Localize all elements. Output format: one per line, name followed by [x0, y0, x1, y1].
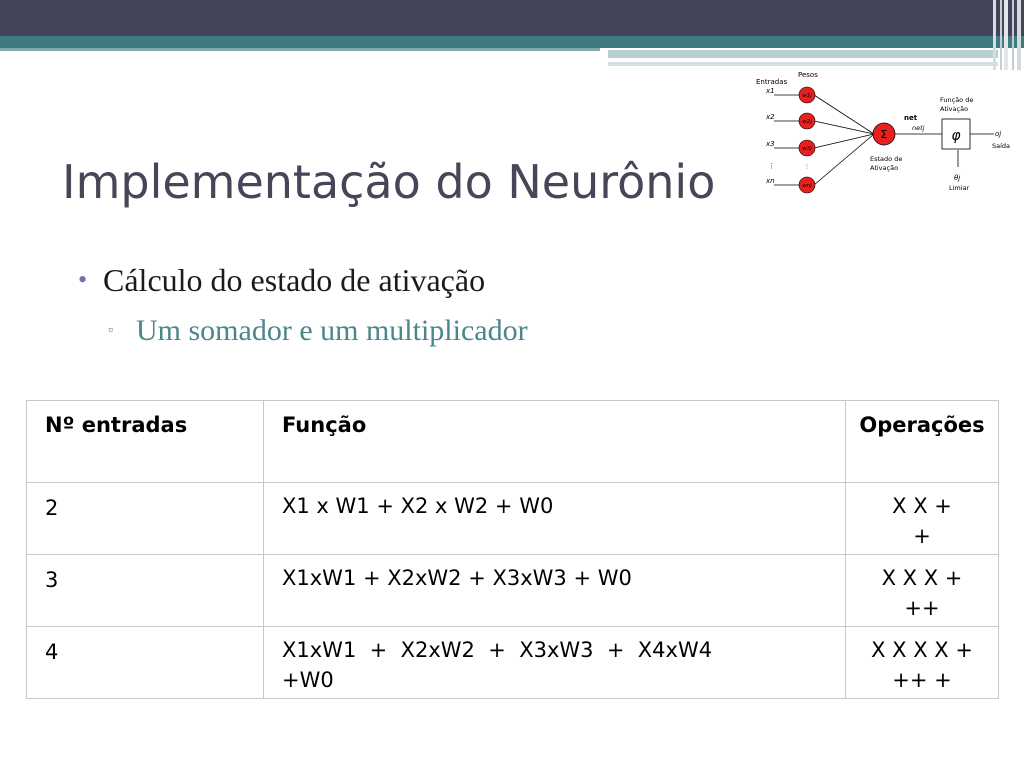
- cell-function-line: +W0: [282, 668, 334, 692]
- header-inputs: Nº entradas: [27, 401, 264, 483]
- header-bar: [0, 0, 1024, 36]
- operations-table: [26, 400, 999, 699]
- bullet-dot-icon: •: [78, 265, 88, 294]
- accent-line: [0, 48, 600, 51]
- input-dots: ⋮: [768, 162, 775, 170]
- input-x2: x2: [766, 113, 775, 121]
- activation-function-label-1: Função de: [940, 96, 974, 104]
- cell-operations-line: ++: [904, 596, 940, 620]
- bullet-level-2-text: Um somador e um multiplicador: [136, 314, 528, 347]
- cell-inputs: 2: [27, 483, 264, 555]
- weight-nodes: [799, 87, 815, 193]
- input-x1: x1: [766, 87, 775, 95]
- accent-line-right-2: [608, 62, 998, 66]
- table-header-row: [27, 401, 999, 483]
- input-symbols: [765, 87, 775, 185]
- weight-w3: w3j: [802, 146, 812, 152]
- neuron-diagram: [752, 68, 1022, 200]
- input-x3: x3: [766, 140, 775, 148]
- corner-stripes: [992, 0, 1024, 70]
- table-row: [27, 555, 999, 627]
- sum-symbol: Σ: [880, 128, 888, 141]
- slide-title: Implementação do Neurônio: [62, 155, 716, 209]
- cell-operations: [846, 627, 999, 699]
- header-function: Função: [264, 401, 846, 483]
- input-xn: xn: [766, 177, 775, 185]
- cell-function-line: X1 x W1 + X2 x W2 + W0: [282, 494, 554, 518]
- activation-function-label-2: Ativação: [940, 105, 969, 113]
- cell-function: [264, 627, 846, 699]
- cell-inputs: 3: [27, 555, 264, 627]
- inputs-label: Entradas: [756, 78, 788, 86]
- cell-operations-line: X X X X +: [871, 638, 973, 662]
- cell-inputs: 4: [27, 627, 264, 699]
- table-row: [27, 627, 999, 699]
- header-operations: Operações: [846, 401, 999, 483]
- weight-w2: w2j: [802, 119, 812, 125]
- cell-function-line: X1xW1 + X2xW2 + X3xW3 + W0: [282, 566, 632, 590]
- output-label: Saída: [992, 142, 1011, 150]
- cell-function-line: X1xW1 + X2xW2 + X3xW3 + X4xW4: [282, 638, 713, 662]
- bullet-square-icon: ▫: [108, 323, 113, 338]
- cell-operations-line: X X +: [892, 494, 952, 518]
- cell-function: [264, 483, 846, 555]
- output-symbol: oj: [995, 130, 1002, 138]
- activation-state-label-2: Ativação: [870, 164, 899, 172]
- cell-operations: [846, 555, 999, 627]
- cell-operations: [846, 483, 999, 555]
- net-sub-label: netj: [912, 124, 925, 132]
- weight-dots: ⋮: [804, 164, 810, 170]
- cell-operations-line: X X X +: [881, 566, 963, 590]
- activation-state-label-1: Estado de: [870, 155, 903, 163]
- cell-operations-line: +: [913, 524, 931, 548]
- threshold-symbol: θj: [954, 174, 961, 182]
- bullet-level-2: [108, 314, 528, 348]
- phi-symbol: φ: [951, 128, 961, 144]
- accent-line-right: [608, 50, 998, 58]
- table-row: [27, 483, 999, 555]
- cell-function: [264, 555, 846, 627]
- weight-wn: wnj: [802, 183, 812, 189]
- net-label: net: [904, 114, 918, 122]
- weights-label: Pesos: [798, 71, 818, 79]
- threshold-label: Limiar: [949, 184, 970, 192]
- cell-operations-line: ++ +: [892, 668, 952, 692]
- bullet-level-1-text: Cálculo do estado de ativação: [103, 262, 486, 298]
- weight-w1: w1j: [802, 93, 812, 99]
- bullet-level-1: [78, 262, 485, 299]
- accent-bar: [0, 36, 1024, 48]
